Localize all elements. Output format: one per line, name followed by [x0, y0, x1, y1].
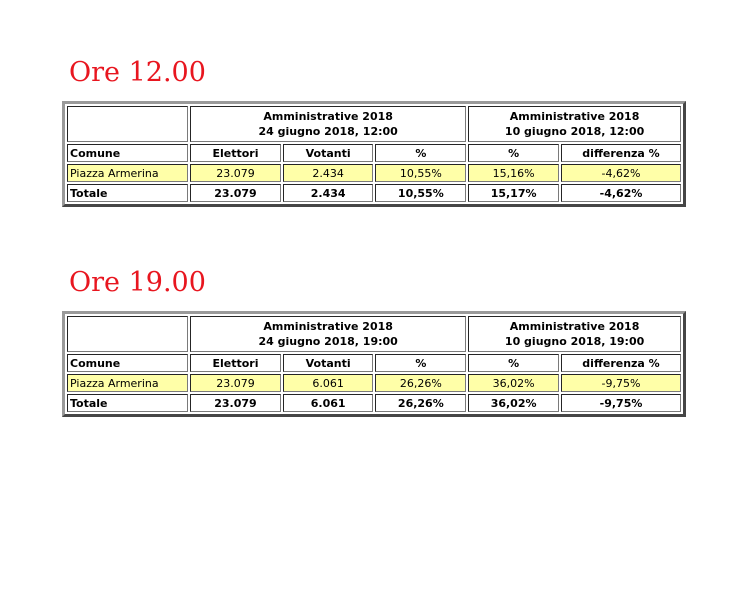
- column-header-row: [67, 144, 681, 162]
- section-title-ore-12: Ore 12.00: [69, 57, 206, 88]
- cell-prev-percent: 36,02%: [468, 394, 559, 412]
- turnout-table-ore-19: [62, 311, 686, 417]
- cell-differenza: -9,75%: [561, 394, 681, 412]
- column-header-differenza: differenza %: [561, 144, 681, 162]
- current-election-name: Amministrative 2018: [263, 320, 393, 333]
- previous-election-name: Amministrative 2018: [509, 320, 640, 333]
- cell-elettori: 23.079: [190, 374, 281, 392]
- table-header-row: [67, 316, 681, 352]
- column-header-percent: %: [375, 144, 466, 162]
- previous-election-name: Amministrative 2018: [509, 110, 640, 123]
- empty-header-cell: [67, 106, 188, 142]
- previous-election-datetime: 10 giugno 2018, 12:00: [504, 125, 645, 138]
- current-election-datetime: 24 giugno 2018, 12:00: [258, 125, 398, 138]
- cell-votanti: 6.061: [283, 394, 374, 412]
- cell-votanti: 6.061: [283, 374, 374, 392]
- column-header-differenza: differenza %: [561, 354, 681, 372]
- previous-election-header: [468, 106, 681, 142]
- cell-elettori: 23.079: [190, 184, 281, 202]
- cell-percent: 10,55%: [375, 184, 466, 202]
- cell-percent: 26,26%: [375, 374, 466, 392]
- column-header-prev-percent: %: [468, 144, 559, 162]
- column-header-row: [67, 354, 681, 372]
- cell-differenza: -4,62%: [561, 184, 681, 202]
- table-row: [67, 164, 681, 182]
- cell-percent: 10,55%: [375, 164, 466, 182]
- table-header-row: [67, 106, 681, 142]
- cell-prev-percent: 15,16%: [468, 164, 559, 182]
- current-election-header: [190, 106, 466, 142]
- column-header-votanti: Votanti: [283, 144, 374, 162]
- empty-header-cell: [67, 316, 188, 352]
- cell-differenza: -9,75%: [561, 374, 681, 392]
- previous-election-datetime: 10 giugno 2018, 19:00: [504, 335, 645, 348]
- column-header-comune: Comune: [67, 144, 188, 162]
- table-row: [67, 374, 681, 392]
- table-row-totale: [67, 394, 681, 412]
- cell-prev-percent: 36,02%: [468, 374, 559, 392]
- section-title-ore-19: Ore 19.00: [69, 267, 206, 298]
- cell-prev-percent: 15,17%: [468, 184, 559, 202]
- cell-totale-label: Totale: [67, 394, 188, 412]
- column-header-percent: %: [375, 354, 466, 372]
- column-header-prev-percent: %: [468, 354, 559, 372]
- cell-totale-label: Totale: [67, 184, 188, 202]
- cell-differenza: -4,62%: [561, 164, 681, 182]
- table-row-totale: [67, 184, 681, 202]
- cell-elettori: 23.079: [190, 164, 281, 182]
- cell-votanti: 2.434: [283, 164, 374, 182]
- cell-comune: Piazza Armerina: [67, 374, 188, 392]
- column-header-elettori: Elettori: [190, 144, 281, 162]
- current-election-name: Amministrative 2018: [263, 110, 393, 123]
- column-header-elettori: Elettori: [190, 354, 281, 372]
- turnout-table-ore-12: [62, 101, 686, 207]
- current-election-datetime: 24 giugno 2018, 19:00: [258, 335, 398, 348]
- cell-percent: 26,26%: [375, 394, 466, 412]
- column-header-comune: Comune: [67, 354, 188, 372]
- cell-elettori: 23.079: [190, 394, 281, 412]
- cell-votanti: 2.434: [283, 184, 374, 202]
- current-election-header: [190, 316, 466, 352]
- previous-election-header: [468, 316, 681, 352]
- column-header-votanti: Votanti: [283, 354, 374, 372]
- cell-comune: Piazza Armerina: [67, 164, 188, 182]
